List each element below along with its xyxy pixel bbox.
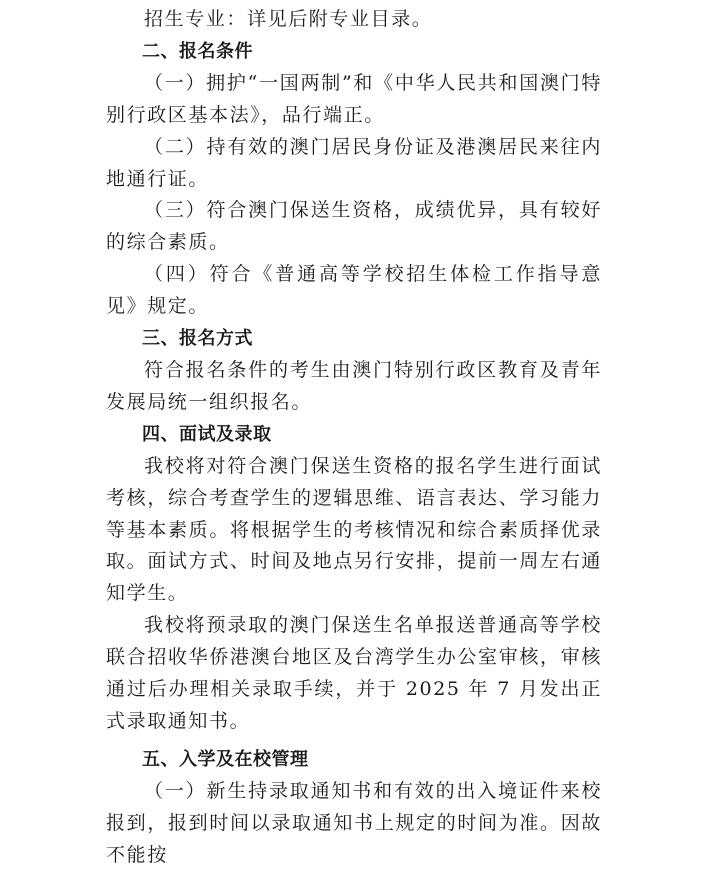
section-heading-enrollment-management: 五、入学及在校管理 (142, 748, 309, 770)
intro-paragraph: 招生专业：详见后附专业目录。 (144, 8, 433, 30)
condition-item-4: （四）符合《普通高等学校招生体检工作指导意见》规定。 (106, 263, 602, 318)
section-heading-interview-admission: 四、面试及录取 (142, 423, 272, 445)
condition-item-2: （二）持有效的澳门居民身份证及港澳居民来往内地通行证。 (106, 135, 602, 190)
condition-item-3: （三）符合澳门保送生资格，成绩优异，具有较好的综合素质。 (106, 199, 602, 254)
admission-paragraph: 我校将预录取的澳门保送生名单报送普通高等学校联合招收华侨港澳台地区及台湾学生办公室审核，审核通过后办理相关录取手续，并于 2025 年 7 月发出正式录取通知书。 (106, 614, 602, 732)
section-heading-registration-method: 三、报名方式 (142, 328, 253, 350)
interview-paragraph: 我校将对符合澳门保送生资格的报名学生进行面试考核，综合考查学生的逻辑思维、语言表达、学习能力等基本素质。将根据学生的考核情况和综合素质择优录取。面试方式、时间及地点另行安排，提前一周左右通知学生。 (106, 454, 602, 605)
registration-paragraph: 符合报名条件的考生由澳门特别行政区教育及青年发展局统一组织报名。 (106, 358, 602, 413)
section-heading-enrollment-conditions: 二、报名条件 (142, 40, 253, 62)
enrollment-paragraph: （一）新生持录取通知书和有效的出入境证件来校报到，报到时间以录取通知书上规定的时间为准。因故不能按 (106, 779, 602, 866)
document-page (106, 4, 602, 871)
condition-item-1: （一）拥护“一国两制”和《中华人民共和国澳门特别行政区基本法》，品行端正。 (106, 71, 602, 126)
